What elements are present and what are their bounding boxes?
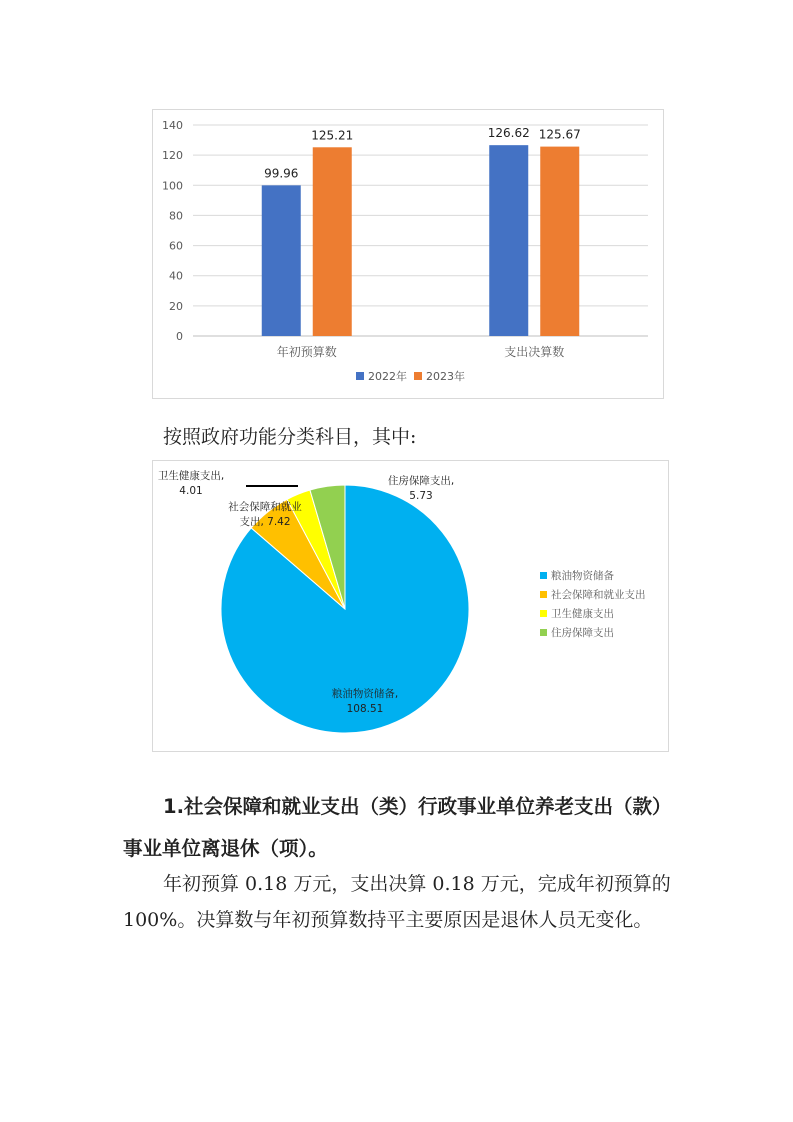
y-tick-label: 120 xyxy=(162,149,183,163)
y-tick-label: 140 xyxy=(162,119,183,132)
x-category-label: 支出决算数 xyxy=(504,345,565,359)
legend-swatch xyxy=(356,372,364,380)
legend-swatch xyxy=(540,610,547,617)
bar xyxy=(313,147,352,336)
pie-data-label: 粮油物资储备, xyxy=(331,688,399,700)
y-tick-label: 40 xyxy=(169,269,183,283)
legend-label: 住房保障支出 xyxy=(551,627,614,639)
bar xyxy=(489,145,528,336)
legend-swatch xyxy=(540,629,547,636)
x-category-label: 年初预算数 xyxy=(276,345,337,359)
pie-data-label: 住房保障支出, xyxy=(387,475,455,487)
legend-swatch xyxy=(540,591,547,598)
data-label: 126.62 xyxy=(487,126,530,141)
pie-chart xyxy=(153,461,668,751)
section-heading: 1.社会保障和就业支出（类）行政事业单位养老支出（款）事业单位离退休（项）。 xyxy=(123,795,672,860)
y-tick-label: 60 xyxy=(169,239,183,253)
body-paragraph: 年初预算 0.18 万元，支出决算 0.18 万元，完成年初预算的 100%。决算数与年初预算数持平主要原因是退休人员无变化。 xyxy=(123,873,671,931)
legend-label: 2022年 xyxy=(368,370,407,383)
pie-data-label: 卫生健康支出, xyxy=(157,470,225,482)
pie-data-label: 5.73 xyxy=(409,490,433,502)
bar-chart-frame xyxy=(152,109,664,399)
y-tick-label: 100 xyxy=(162,179,183,193)
data-label: 125.67 xyxy=(538,127,581,142)
data-label: 125.21 xyxy=(311,128,354,143)
legend-swatch xyxy=(414,372,422,380)
bar xyxy=(262,185,301,336)
legend-label: 2023年 xyxy=(426,370,465,383)
legend-label: 卫生健康支出 xyxy=(551,608,614,620)
pie-data-label: 4.01 xyxy=(179,485,203,497)
y-tick-label: 0 xyxy=(176,330,183,343)
y-tick-label: 80 xyxy=(169,209,183,223)
bar-chart xyxy=(153,110,663,398)
legend-label: 粮油物资储备 xyxy=(551,570,614,582)
legend-label: 社会保障和就业支出 xyxy=(551,589,646,601)
intro-text: 按照政府功能分类科目，其中: xyxy=(163,426,417,448)
bar xyxy=(540,147,579,336)
legend-swatch xyxy=(540,572,547,579)
data-label: 99.96 xyxy=(264,166,299,181)
pie-data-label: 社会保障和就业 xyxy=(228,501,302,513)
pie-data-label: 108.51 xyxy=(346,703,384,715)
pie-chart-frame xyxy=(152,460,669,752)
pie-data-label: 支出, 7.42 xyxy=(239,516,291,528)
y-tick-label: 20 xyxy=(169,299,183,313)
